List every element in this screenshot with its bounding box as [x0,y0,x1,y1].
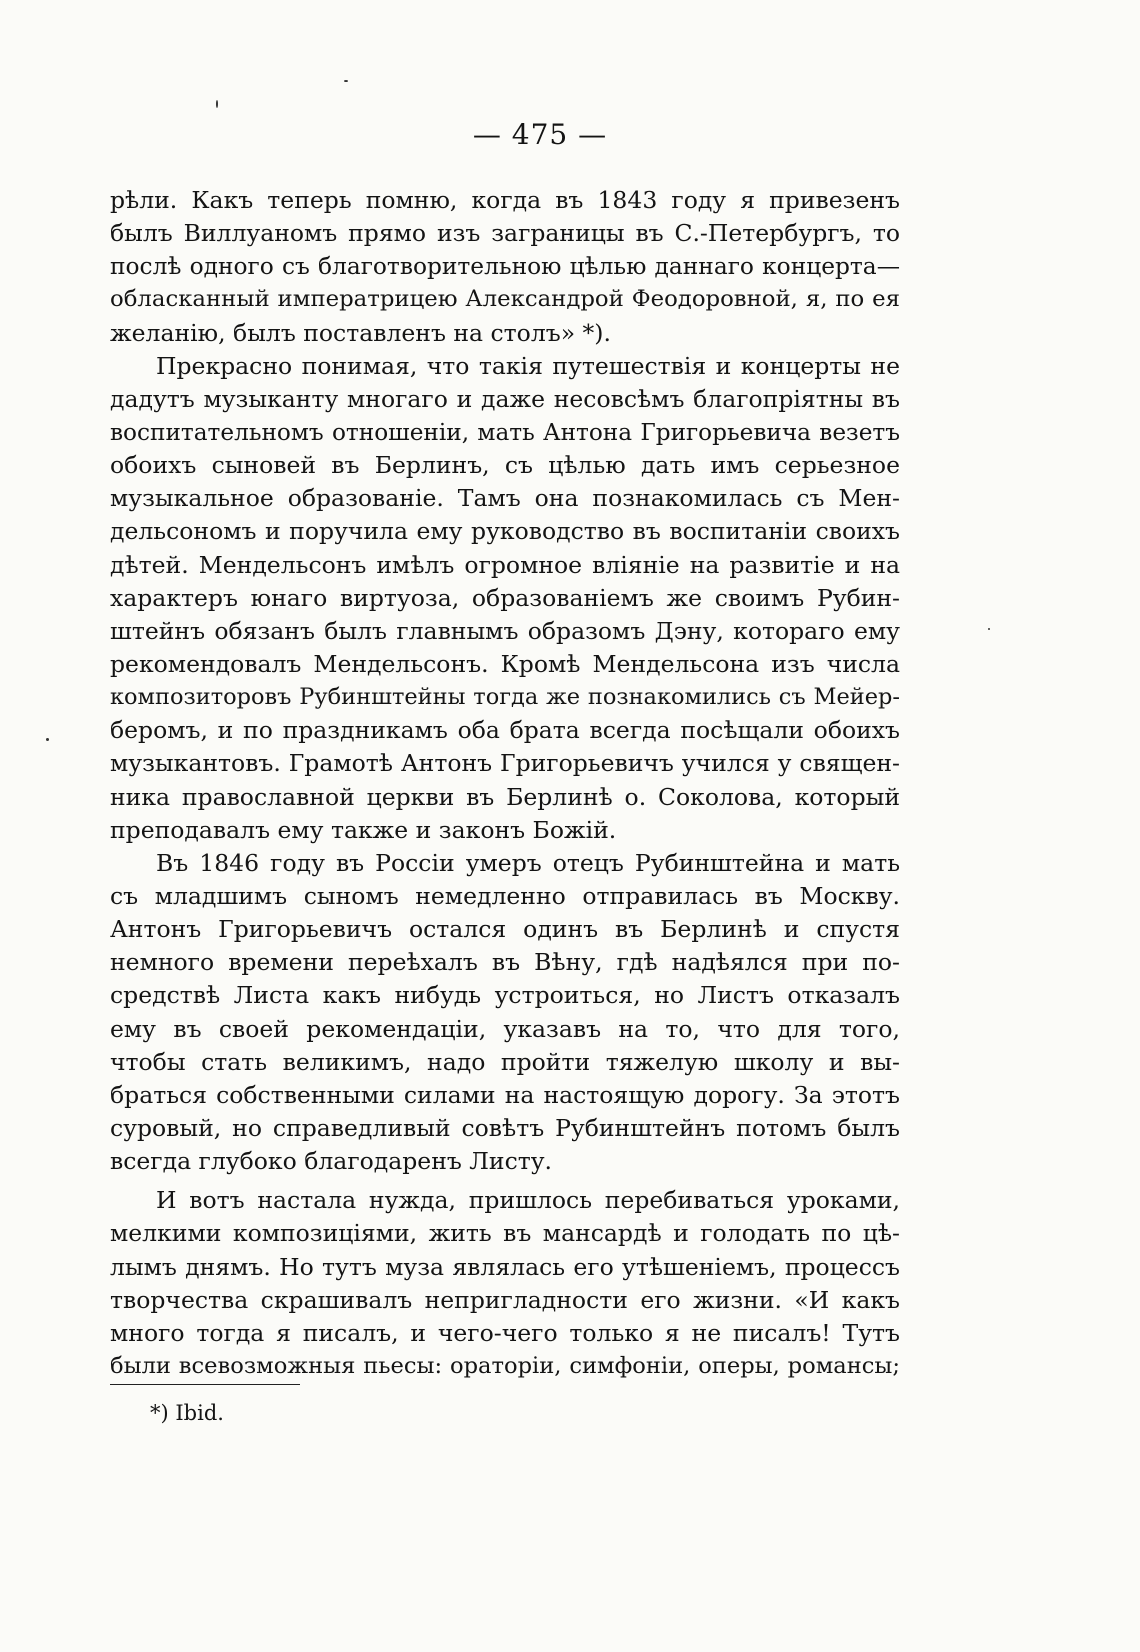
footnote: *) Ibid. [150,1401,224,1425]
text-line: чтобы стать великимъ, надо пройти тяжелую школу и вы- [110,1047,900,1076]
text-line: музыкальное образованіе. Тамъ она познакомилась съ Мен- [110,484,900,513]
text-line: дѣтей. Мендельсонъ имѣлъ огромное вліяніе на развитіе и на [110,550,900,579]
text-line: много тогда я писалъ, и чего-чего только я не писалъ! Тутъ [110,1318,900,1347]
paragraph-first-line: Въ 1846 году въ Россіи умеръ отецъ Рубинштейна и мать [156,848,900,877]
body-text [110,184,900,1383]
text-line: суровый, но справедливый совѣтъ Рубинштейнъ потомъ былъ [110,1113,900,1142]
text-line: композиторовъ Рубинштейны тогда же познакомились съ Мейер- [110,684,900,711]
text-line: средствѣ Листа какъ нибудь устроиться, но Листъ отказалъ [110,981,900,1010]
text-line: штейнъ обязанъ былъ главнымъ образомъ Дэну, котораго ему [110,616,900,645]
text-line: рѣли. Какъ теперь помню, когда въ 1843 году я привезенъ [110,186,900,214]
text-line: браться собственными силами на настоящую дорогу. За этотъ [110,1080,900,1109]
text-line: были всевозможныя пьесы: ораторіи, симфоніи, оперы, романсы; [110,1352,900,1379]
text-line: дадутъ музыканту многаго и даже несовсѣмъ благопріятны въ [110,384,900,413]
text-line: желанію, былъ поставленъ на столъ» *). [110,318,611,347]
print-speck [988,628,990,630]
text-line: немного времени переѣхалъ въ Вѣну, гдѣ надѣялся при по- [110,948,900,977]
paragraph-first-line: Прекрасно понимая, что такія путешествія и концерты не [156,351,900,380]
text-line: характеръ юнаго виртуоза, образованіемъ же своимъ Рубин- [110,583,900,612]
text-line: дельсономъ и поручила ему руководство въ воспитаніи своихъ [110,517,900,546]
print-speck [344,80,348,82]
text-line: беромъ, и по праздникамъ оба брата всегда посѣщали обоихъ [110,716,900,745]
text-line: обоихъ сыновей въ Берлинъ, съ цѣлью дать имъ серьезное [110,451,900,480]
page-number: — 475 — [472,118,608,151]
text-line: Антонъ Григорьевичъ остался одинъ въ Берлинѣ и спустя [110,915,900,944]
text-line: творчества скрашивалъ непригладности его жизни. «И какъ [110,1285,900,1314]
paragraph-first-line: И вотъ настала нужда, пришлось перебиваться уроками, [156,1186,900,1215]
text-line: мелкими композиціями, жить въ мансардѣ и голодать по цѣ- [110,1219,900,1248]
text-line: послѣ одного съ благотворительною цѣлью даннаго концерта— [110,253,900,281]
text-line: рекомендовалъ Мендельсонъ. Кромѣ Мендельсона изъ числа [110,649,900,678]
text-line: музыкантовъ. Грамотѣ Антонъ Григорьевичъ учился у священ- [110,749,900,778]
text-line: обласканный императрицею Александрой Феодоровной, я, по ея [110,286,900,313]
text-line: лымъ днямъ. Но тутъ муза являлась его утѣшеніемъ, процессъ [110,1252,900,1281]
text-line: всегда глубоко благодаренъ Листу. [110,1147,553,1176]
text-line: ника православной церкви въ Берлинѣ о. Соколова, который [110,782,900,811]
text-line: ему въ своей рекомендаціи, указавъ на то, что для того, [110,1014,900,1043]
text-line: воспитательномъ отношеніи, мать Антона Григорьевича везетъ [110,418,900,446]
print-speck [216,100,218,108]
print-speck [46,738,49,741]
footnote-divider [110,1384,300,1385]
text-line: съ младшимъ сыномъ немедленно отправилась въ Москву. [110,881,900,910]
text-line: преподавалъ ему также и законъ Божій. [110,815,617,844]
text-line: былъ Виллуаномъ прямо изъ заграницы въ С.-Петербургъ, то [110,219,900,248]
